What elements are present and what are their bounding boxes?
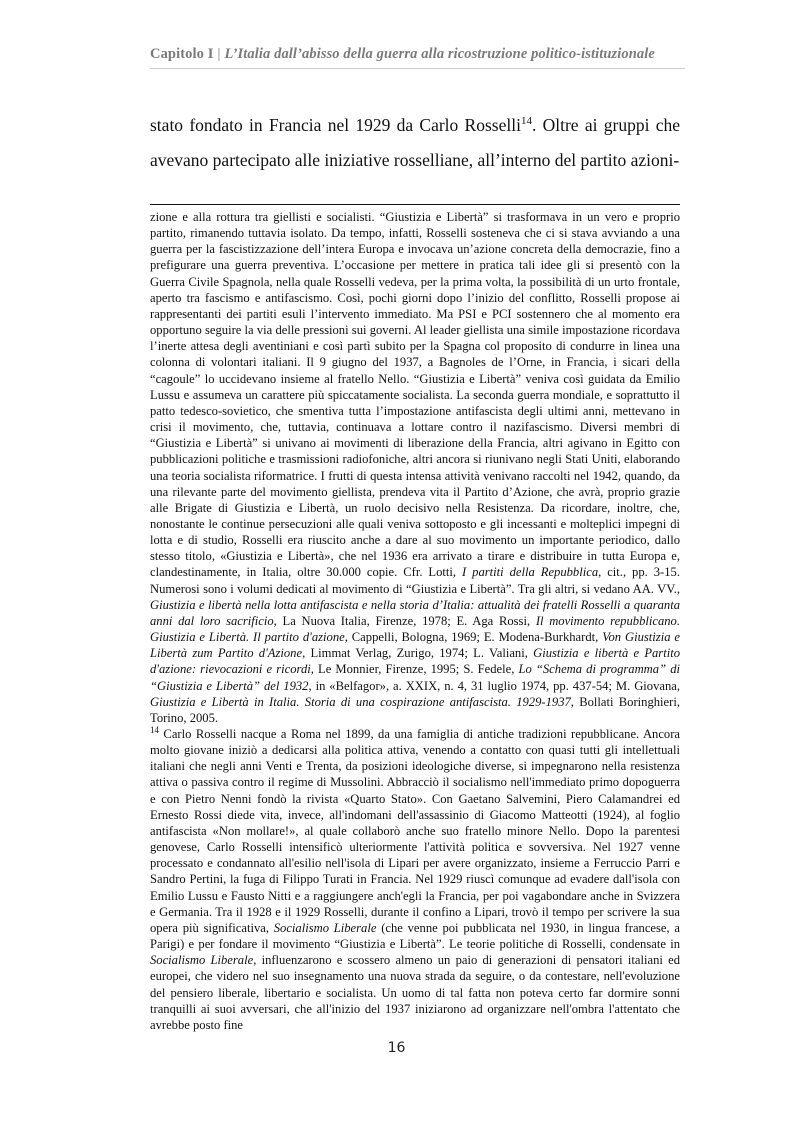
- footnote-number: 14: [150, 724, 159, 735]
- fn-text: Carlo Rosselli nacque a Roma nel 1899, da una famiglia di antiche tradizioni repubblicane. Ancora molto giovane iniziò a dedicarsi alla politica attiva, venendo a contatto con quasi tutti gli intellettuali italiani che negli anni Venti e Trenta, da posizioni ideologiche diverse, si impegnarono nella resistenza attiva o passiva contro il regime di Mussolini. Abbracciò il socialismo nell'immediato primo dopoguerra e con Pietro Nenni fondò la rivista «Quarto Stato». Con Gaetano Salvemini, Piero Calamandrei ed Ernesto Rossi diede vita, invece, all'indomani dell'assassinio di Giacomo Matteotti (1924), al foglio antifascista «Non mollare!», al quale collaborò anche suo fratello minore Nello. Dopo la parentesi genovese, Carlo Rosselli intensificò ulteriormente l'attività politica e sovversiva. Nel 1927 venne processato e condannato all'esilio nell'isola di Lipari per avere organizzato, insieme a Ferruccio Parri e Sandro Pertini, la fuga di Filippo Turati in Francia. Nel 1929 riuscì comunque ad evadere dall'isola con Emilio Lussu e Fausto Nitti e a raggiungere anch'egli la Francia, per poi vagabondare anche in Svizzera e Germania. Tra il 1928 e il 1929 Rosselli, durante il confino a Lipari, trovò il tempo per scrivere la sua opera più significativa,: [150, 727, 680, 935]
- header-separator: |: [217, 46, 221, 62]
- footnote-13-continued: [150, 209, 680, 726]
- fn-italic: I partiti della Repubblica,: [462, 565, 602, 580]
- footnote-14: [150, 726, 680, 1033]
- fn-italic: Socialismo Liberale: [150, 953, 254, 968]
- fn-text: zione e alla rottura tra giellisti e socialisti. “Giustizia e Libertà” si trasformava in un vero e proprio partito, rimanendo tuttavia isolato. Da tempo, infatti, Rosselli sosteneva che ci si stava avviando a una guerra per la fascistizzazione dell’intera Europa e invocava un’azione concreta della democrazie, fino a prefigurare una guerra preventiva. L’occasione per mettere in pratica tali idee gli si presentò con la Guerra Civile Spagnola, nella quale Rosselli vedeva, per la prima volta, la possibilità di un urto frontale, aperto tra fascismo e antifascismo. Così, pochi giorni dopo l’inizio del conflitto, Rosselli propose ai rappresentanti dei partiti esuli l’intervento immediato. Ma PSI e PCI sostennero che al momento era opportuno seguire la via delle pressioni sui governi. Al leader giellista una simile impostazione ricordava l’inerte attesa degli aventiniani e così partì subito per la Spagna col proposito di condurre in linea una colonna di volontari italiani. Il 9 giugno del 1937, a Bagnoles de l’Orne, in Francia, i sicari della “cagoule” lo uccidevano insieme al fratello Nello. “Giustizia e Libertà” veniva così guidata da Emilio Lussu e assumeva un carattere più spiccatamente socialista. La seconda guerra mondiale, e soprattutto il patto tedesco-sovietico, che smentiva tutta l’impostazione antifascista degli ultimi anni, mettevano in crisi il movimento, che, tuttavia, continuava a lottare contro il nazifascismo. Diversi membri di “Giustizia e Libertà” si univano ai movimenti di liberazione della Francia, altri agivano in Egitto con pubblicazioni politiche e trasmissioni radiofoniche, altri ancora si riunivano negli Stati Uniti, elaborando una teoria socialista riformatrice. I frutti di questa intensa attività venivano raccolti nel 1942, quando, da una rilevante parte del movimento giellista, prendeva vita il Partito d’Azione, che avrà, proprio grazie alle Brigate di Giustizia e Libertà, un ruolo decisivo nella Resistenza. Da ricordare, inoltre, che, nonostante le continue persecuzioni alle quali veniva sottoposto e gli incessanti e molteplici impegni di lotta e di studio, Rosselli era riuscito anche a dare al suo movimento un importante periodico, dallo stesso titolo, «Giustizia e Libertà», che nel 1936 era arrivato a tirare e distribuire in tutta Europa e, clandestinamente, in Italia, oltre 30.000 copie. Cfr. Lotti,: [150, 210, 680, 580]
- fn-italic: Von Giustizia e Libertà zum Partito d'Azione: [150, 630, 680, 661]
- footnote-ref-14[interactable]: 14: [520, 115, 532, 128]
- body-text-start: stato fondato in Francia nel 1929 da Carlo Rosselli: [150, 115, 521, 135]
- footnote-divider: [150, 204, 680, 205]
- fn-text: Le Monnier, Firenze, 1995; S. Fedele,: [313, 662, 519, 677]
- fn-text: , Bollati Boringhieri, Torino, 2005.: [150, 694, 680, 725]
- fn-italic: Lo “Schema di programma” di “Giustizia e Libertà” del 1932: [150, 662, 680, 693]
- fn-text: cit., pp. 3-15. Numerosi sono i volumi dedicati al movimento di “Giustizia e Libertà”. Tra gli altri, si vedano AA. VV.,: [150, 565, 680, 596]
- footnotes: [150, 209, 680, 1033]
- chapter-title: L’Italia dall’abisso della guerra alla ricostruzione politico-istituzionale: [224, 46, 655, 62]
- running-header: [150, 46, 685, 63]
- fn-text: , Limmat Verlag, Zurigo, 1974; L. Valiani,: [302, 646, 534, 661]
- fn-italic: Giustizia e libertà nella lotta antifascista e nella storia d’Italia: attualità dei fratelli Rosselli a quaranta anni dal loro sacrificio,: [150, 597, 680, 628]
- fn-italic: Socialismo Liberale: [273, 920, 377, 935]
- body-paragraph: [150, 108, 680, 178]
- page-number: 16: [387, 1040, 406, 1056]
- fn-text: La Nuova Italia, Firenze, 1978; E. Aga Rossi,: [276, 613, 536, 628]
- fn-italic: Giustizia e Libertà in Italia. Storia di una cospirazione antifascista. 1929-1937: [150, 694, 571, 709]
- header-divider: [150, 68, 685, 69]
- fn-text: , influenzarono e scossero almeno un paio di generazioni di pensatori italiani ed europei, che videro nel suo insegnamento una nuova strada da seguire, o da contestare, nell'evoluzione del pensiero liberale, libertario e socialista. Un uomo di tal fatta non poteva certo far dormire sonni tranquilli ai suoi avversari, che all'inizio del 1937 iniziarono ad organizzare nell'ombra l'attentato che avrebbe posto fine: [150, 953, 680, 1032]
- fn-text: , in «Belfagor», a. XXIX, n. 4, 31 luglio 1974, pp. 437-54; M. Giovana,: [308, 678, 681, 693]
- fn-text: (che venne poi pubblicata nel 1930, in lingua francese, a Parigi) e per fondare il movimento “Giustizia e Libertà”. Le teorie politiche di Rosselli, condensate in: [150, 920, 680, 952]
- fn-italic: Giustizia e libertà e Partito d'azione: rievocazioni e ricordi,: [150, 646, 681, 677]
- fn-text: Cappelli, Bologna, 1969; E. Modena-Burkhardt,: [347, 630, 603, 645]
- chapter-label: Capitolo I: [150, 46, 214, 62]
- fn-italic: Il movimento repubblicano. Giustizia e Libertà. Il partito d'azione,: [150, 613, 680, 645]
- body-text-end: . Oltre ai gruppi che avevano partecipato alle iniziative rosselliane, all’interno del partito azioni-: [150, 115, 680, 170]
- main-text: [150, 108, 680, 178]
